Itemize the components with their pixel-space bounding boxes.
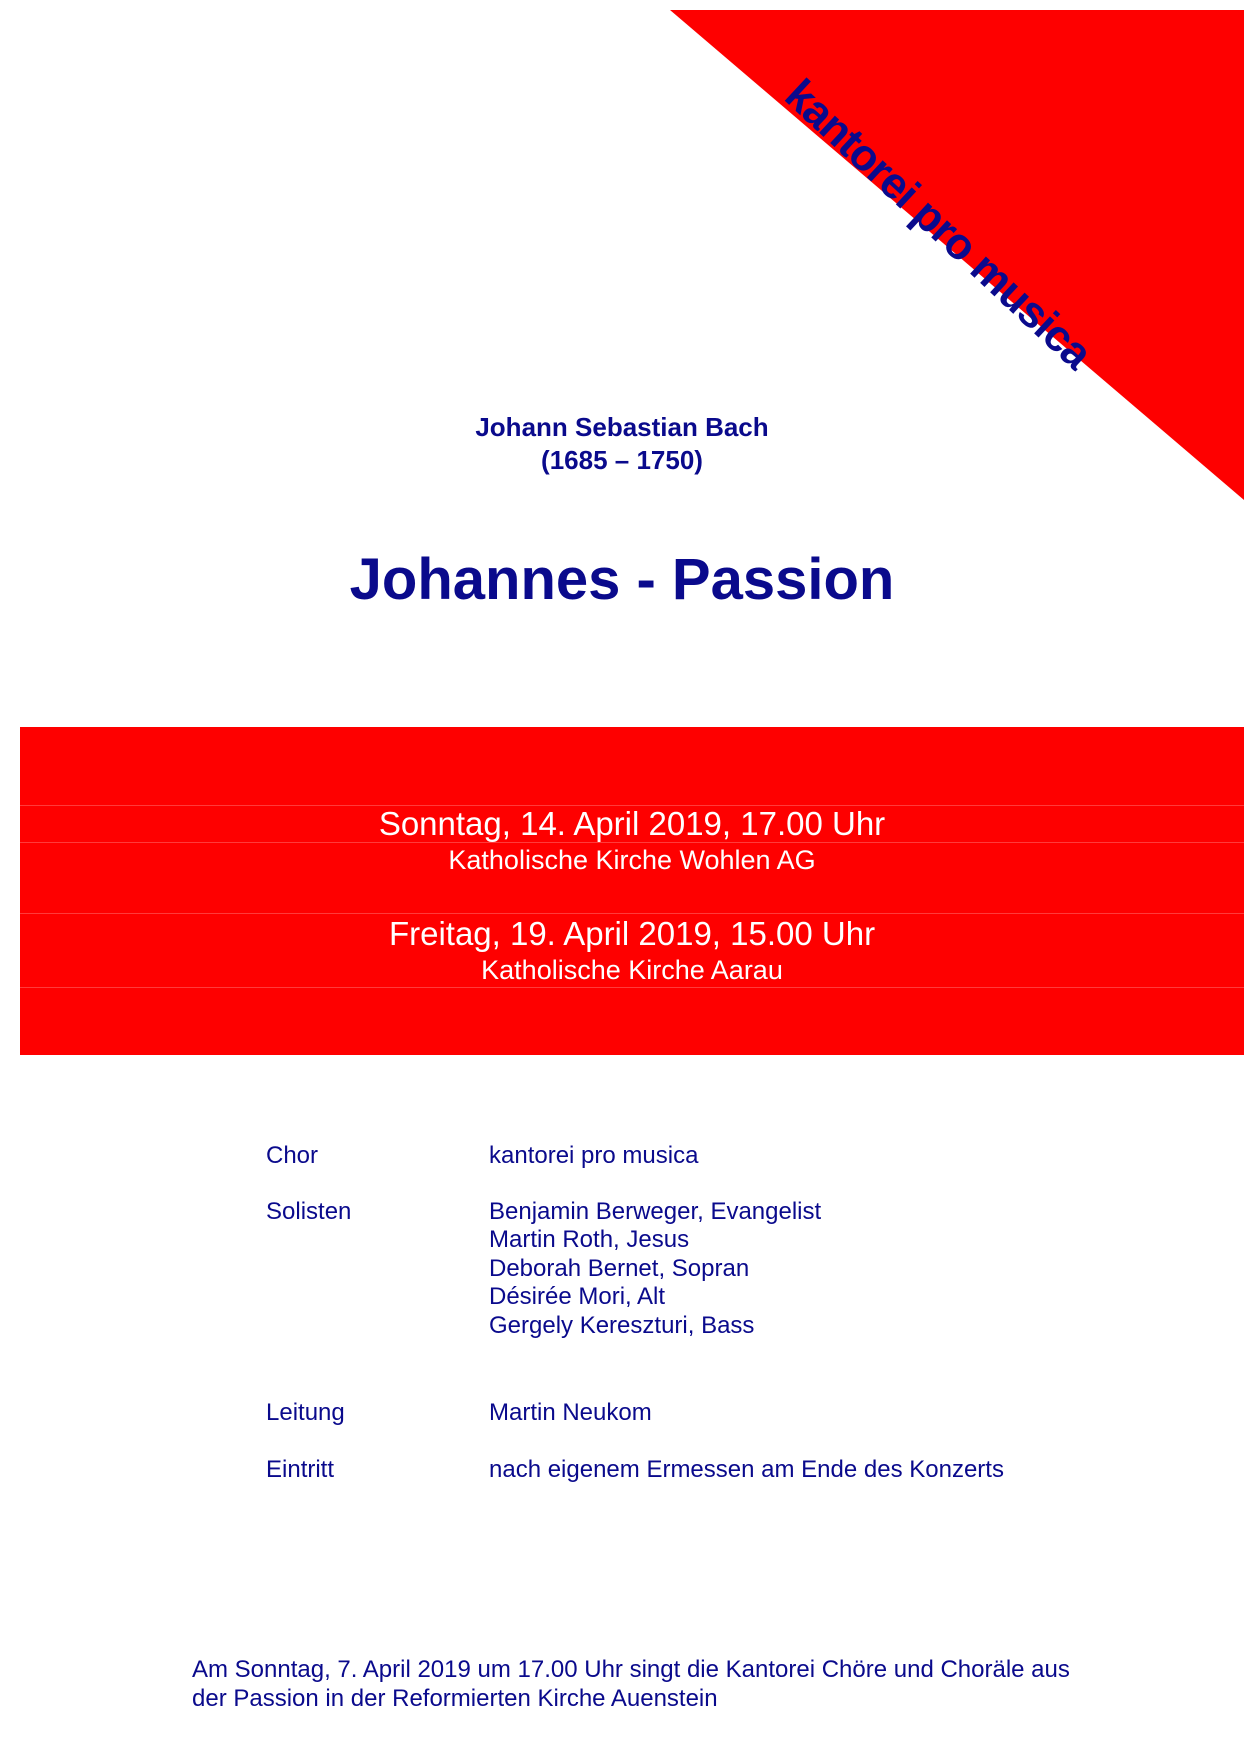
leitung-label: Leitung <box>266 1399 345 1426</box>
concert-band <box>20 727 1244 1055</box>
concert-venue-1: Katholische Kirche Wohlen AG <box>448 845 816 875</box>
concert-venue-2: Katholische Kirche Aarau <box>481 955 783 985</box>
concert-date-1: Sonntag, 14. April 2019, 17.00 Uhr <box>378 805 886 842</box>
soloist-item: Deborah Bernet, Sopran <box>489 1255 750 1282</box>
band-divider <box>20 913 1244 914</box>
soloist-item: Désirée Mori, Alt <box>489 1283 666 1310</box>
eintritt-label: Eintritt <box>266 1456 335 1483</box>
solisten-label: Solisten <box>266 1198 352 1225</box>
footer-line-1: Am Sonntag, 7. April 2019 um 17.00 Uhr singt die Kantorei Chöre und Choräle aus <box>192 1656 1070 1683</box>
leitung-value: Martin Neukom <box>489 1399 652 1426</box>
band-divider <box>20 987 1244 988</box>
soloist-item: Benjamin Berweger, Evangelist <box>489 1198 822 1225</box>
chor-value: kantorei pro musica <box>489 1142 699 1169</box>
chor-label: Chor <box>266 1142 319 1169</box>
footer-note <box>192 1655 1192 1713</box>
soloist-item: Martin Roth, Jesus <box>489 1226 690 1253</box>
composer-dates: (1685 – 1750) <box>541 445 703 475</box>
composer-name: Johann Sebastian Bach <box>475 412 769 442</box>
footer-line-2: der Passion in der Reformierten Kirche Auenstein <box>192 1685 718 1712</box>
soloist-item: Gergely Kereszturi, Bass <box>489 1312 755 1339</box>
concert-date-2: Freitag, 19. April 2019, 15.00 Uhr <box>388 915 876 952</box>
eintritt-value: nach eigenem Ermessen am Ende des Konzerts <box>489 1456 1004 1483</box>
work-title: Johannes - Passion <box>349 547 895 612</box>
brand-name: kantorei pro musica <box>775 70 1102 379</box>
